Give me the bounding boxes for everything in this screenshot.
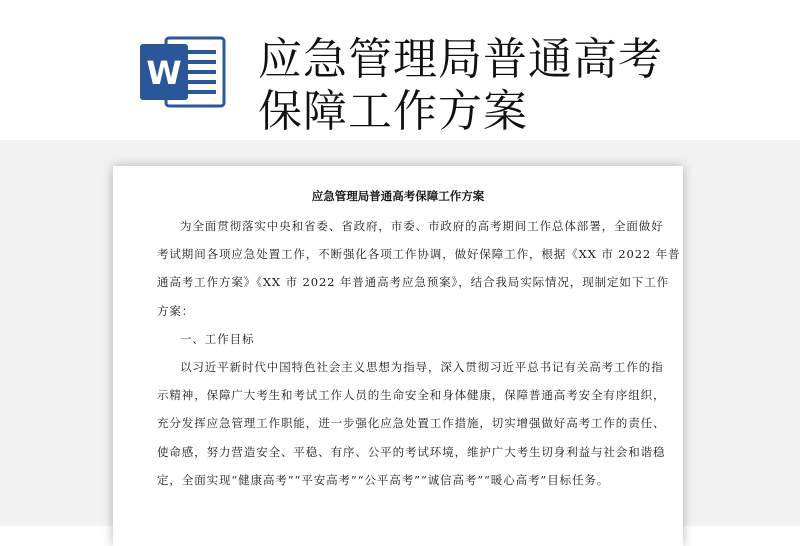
page-title [258, 34, 778, 138]
document-page [113, 166, 683, 546]
body-line: 充分发挥应急管理工作职能，进一步强化应急处置工作措施，切实增强做好高考工作的责任、 [157, 416, 666, 431]
page-title-line-1: 应急管理局普通高考 [258, 34, 663, 85]
body-line: 定，全面实现“健康高考”“平安高考”“公平高考”“诚信高考”“暖心高考”目标任务。 [157, 472, 610, 487]
body-line: 使命感，努力营造安全、平稳、有序、公平的考试环境，维护广大考生切身利益与社会和谐稳 [157, 444, 666, 459]
document-title: 应急管理局普通高考保障工作方案 [311, 189, 485, 203]
word-document-icon [138, 34, 228, 110]
header-banner [0, 0, 800, 140]
page-title-line-2: 保障工作方案 [258, 86, 528, 137]
body-line: 方案： [157, 303, 195, 318]
body-line: 通高考工作方案》《XX 市 2022 年普通高考应急预案》，结合我局实际情况，现制定如下工作 [157, 275, 670, 290]
svg-text:W: W [146, 54, 182, 92]
body-line: 以习近平新时代中国特色社会主义思想为指导，深入贯彻习近平总书记有关高考工作的指 [180, 359, 664, 374]
body-line: 为全面贯彻落实中央和省委、省政府，市委、市政府的高考期间工作总体部署，全面做好 [180, 219, 664, 233]
section-heading: 一、工作目标 [180, 331, 255, 346]
body-line: 考试期间各项应急处置工作，不断强化各项工作协调，做好保障工作，根据《XX 市 2022 年普 [157, 247, 681, 262]
document-body [157, 212, 681, 494]
body-line: 示精神，保障广大考生和考试工作人员的生命安全和身体健康，保障普通高考安全有序组织， [157, 388, 666, 403]
